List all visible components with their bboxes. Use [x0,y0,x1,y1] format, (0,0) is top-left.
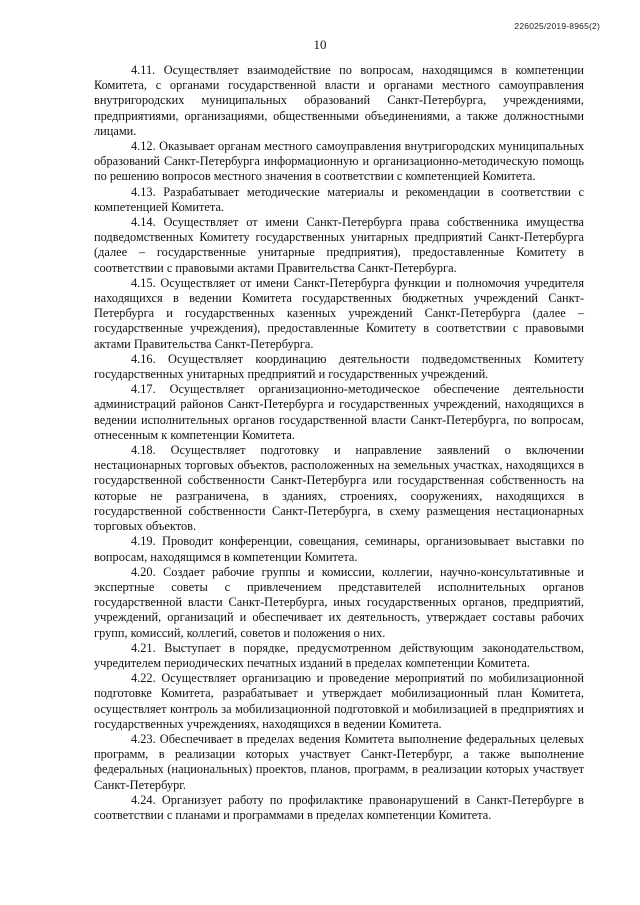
paragraph-4-24: 4.24. Организует работу по профилактике правонарушений в Санкт-Петербурге в соответствии с планами и программами в пределах компетенции Комитета. [94,792,584,822]
page-number: 10 [313,37,327,52]
document-registration-number: 226025/2019-8965(2) [514,21,600,31]
paragraph-4-20: 4.20. Создает рабочие группы и комиссии, коллегии, научно-консультативные и экспертные советы с привлечением представителей исполнительных органов государственной власти Санкт-Петербурга, иных государственных органов, предприятий, учреждений, организаций и обеспечивает их деятельность, утверждает составы рабочих групп, комиссий, коллегий, советов и положения о них. [94,564,584,640]
paragraph-4-23: 4.23. Обеспечивает в пределах ведения Комитета выполнение федеральных целевых программ, в реализации которых участвует Санкт-Петербург, а также выполнение федеральных (национальных) проектов, планов, программ, в реализации которых участвует Санкт-Петербург. [94,731,584,792]
paragraph-4-22: 4.22. Осуществляет организацию и проведение мероприятий по мобилизационной подготовке Комитета, разрабатывает и утверждает мобилизационный план Комитета, осуществляет контроль за мобилизационной подготовкой и мобилизацией в предприятиях и государственных учреждениях, находящихся в ведении Комитета. [94,671,584,731]
paragraph-4-18: 4.18. Осуществляет подготовку и направление заявлений о включении нестационарных торговых объектов, расположенных на земельных участках, находящихся в государственной собственности Санкт-Петербурга или государственная собственность на которые не разграничена, в зданиях, строениях, сооружениях, находящихся в государственной собственности Санкт-Петербурга, в схему размещения нестационарных торговых объектов. [94,443,584,534]
paragraph-4-13: 4.13. Разрабатывает методические материалы и рекомендации в соответствии с компетенцией Комитета. [94,184,584,214]
paragraph-4-15: 4.15. Осуществляет от имени Санкт-Петербурга функции и полномочия учредителя находящихся в ведении Комитета государственных бюджетных учреждений Санкт-Петербурга и государственных казенных учреждений Санкт-Петербурга (далее – государственные учреждения), предоставленные Комитету в соответствии с правовыми актами Правительства Санкт-Петербурга. [94,275,584,351]
paragraph-4-16: 4.16. Осуществляет координацию деятельности подведомственных Комитету государственных унитарных предприятий и государственных учреждений. [94,351,584,382]
document-body [94,63,584,823]
paragraph-4-17: 4.17. Осуществляет организационно-методическое обеспечение деятельности администраций районов Санкт-Петербурга и государственных учреждений, находящихся в ведении исполнительных органов государственной власти Санкт-Петербурга, по вопросам, отнесенным к компетенции Комитета. [94,382,584,442]
paragraph-4-19: 4.19. Проводит конференции, совещания, семинары, организовывает выставки по вопросам, находящимся в компетенции Комитета. [94,534,584,564]
paragraph-4-11: 4.11. Осуществляет взаимодействие по вопросам, находящимся в компетенции Комитета, с органами государственной власти и органами местного самоуправления внутригородских муниципальных образований Санкт-Петербурга, учреждениями, предприятиями, организациями, общественными объединениями, а также должностными лицами. [94,63,584,138]
paragraph-4-21: 4.21. Выступает в порядке, предусмотренном действующим законодательством, учредителем периодических печатных изданий в пределах компетенции Комитета. [94,640,584,670]
paragraph-4-12: 4.12. Оказывает органам местного самоуправления внутригородских муниципальных образований Санкт-Петербурга информационную и организационно-методическую помощь по решению вопросов местного значения в соответствии с компетенцией Комитета. [94,139,584,184]
paragraph-4-14: 4.14. Осуществляет от имени Санкт-Петербурга права собственника имущества подведомственных Комитету государственных унитарных предприятий Санкт-Петербурга (далее – государственные унитарные предприятия), предоставленные Комитету в соответствии с правовыми актами Правительства Санкт-Петербурга. [94,215,584,275]
